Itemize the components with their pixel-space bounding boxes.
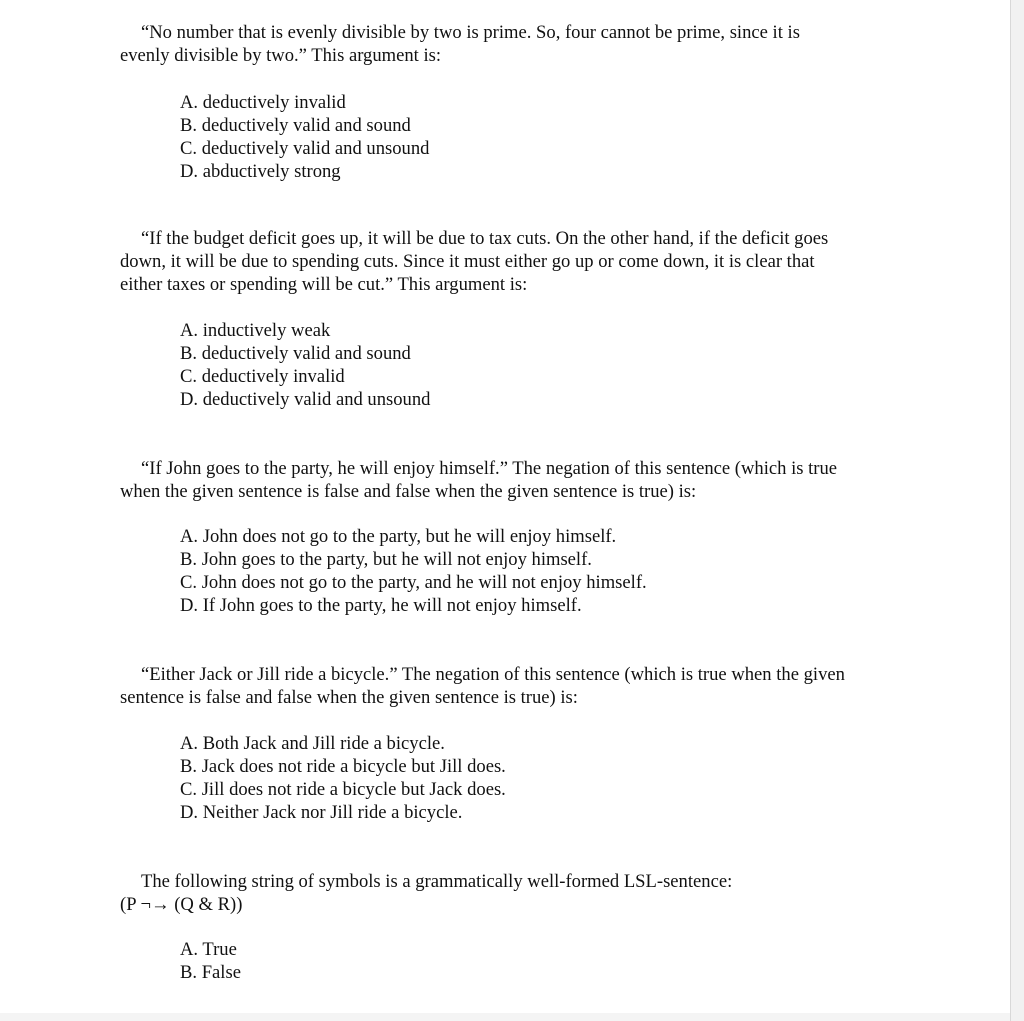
- page-bottom-edge: [0, 1013, 1010, 1021]
- question-2-stem: [120, 227, 905, 296]
- question-3: [0, 457, 1010, 617]
- question-5-stem-line: The following string of symbols is a grammatically well-formed LSL-sentence:: [141, 871, 733, 892]
- question-4: [0, 663, 1010, 824]
- question-4-option-b[interactable]: B. Jack does not ride a bicycle but Jill does.: [180, 756, 506, 777]
- question-3-option-c[interactable]: C. John does not go to the party, and he will not enjoy himself.: [180, 572, 647, 593]
- question-4-options: [0, 732, 1010, 824]
- question-5-option-b[interactable]: B. False: [180, 962, 241, 983]
- question-2-option-a[interactable]: A. inductively weak: [180, 320, 331, 341]
- question-2: [0, 227, 1010, 411]
- question-2-stem-line: either taxes or spending will be cut.” This argument is:: [120, 274, 528, 295]
- question-4-option-a[interactable]: A. Both Jack and Jill ride a bicycle.: [180, 733, 445, 754]
- question-1-option-c[interactable]: C. deductively valid and unsound: [180, 138, 430, 159]
- question-4-option-d[interactable]: D. Neither Jack nor Jill ride a bicycle.: [180, 802, 463, 823]
- question-5: [0, 870, 1010, 984]
- question-4-stem: [120, 663, 905, 709]
- question-1-option-d[interactable]: D. abductively strong: [180, 161, 341, 182]
- question-2-option-c[interactable]: C. deductively invalid: [180, 366, 345, 387]
- question-1-stem-line: “No number that is evenly divisible by two is prime. So, four cannot be prime, since it is: [141, 22, 800, 43]
- question-3-options: [0, 525, 1010, 617]
- question-4-option-c[interactable]: C. Jill does not ride a bicycle but Jack does.: [180, 779, 506, 800]
- question-1-option-a[interactable]: A. deductively invalid: [180, 92, 346, 113]
- question-3-stem-line: “If John goes to the party, he will enjoy himself.” The negation of this sentence (which is true: [141, 458, 838, 479]
- question-4-stem-line: “Either Jack or Jill ride a bicycle.” The negation of this sentence (which is true when the given: [141, 664, 845, 685]
- question-1-options: [0, 91, 1010, 183]
- question-3-stem: [120, 457, 905, 503]
- question-2-stem-line: down, it will be due to spending cuts. Since it must either go up or come down, it is clear that: [120, 251, 815, 272]
- question-3-option-b[interactable]: B. John goes to the party, but he will not enjoy himself.: [180, 549, 592, 570]
- question-1-stem-line: evenly divisible by two.” This argument is:: [120, 45, 442, 66]
- question-5-option-a[interactable]: A. True: [180, 939, 237, 960]
- question-3-option-a[interactable]: A. John does not go to the party, but he will enjoy himself.: [180, 526, 617, 547]
- question-1-option-b[interactable]: B. deductively valid and sound: [180, 115, 411, 136]
- question-4-stem-line: sentence is false and false when the given sentence is true) is:: [120, 687, 578, 708]
- question-2-option-b[interactable]: B. deductively valid and sound: [180, 343, 411, 364]
- question-3-option-d[interactable]: D. If John goes to the party, he will not enjoy himself.: [180, 595, 582, 616]
- question-5-options: [0, 938, 1010, 984]
- page-edge: [1010, 0, 1024, 1021]
- lsl-formula: (P ¬→ (Q & R)): [120, 894, 243, 915]
- question-3-stem-line: when the given sentence is false and false when the given sentence is true) is:: [120, 481, 697, 502]
- question-2-option-d[interactable]: D. deductively valid and unsound: [180, 389, 431, 410]
- question-1-stem: [120, 21, 905, 67]
- question-2-stem-line: “If the budget deficit goes up, it will be due to tax cuts. On the other hand, if the deficit goes: [141, 228, 829, 249]
- question-2-options: [0, 319, 1010, 411]
- question-1: [0, 21, 1010, 183]
- question-5-stem: [120, 870, 905, 893]
